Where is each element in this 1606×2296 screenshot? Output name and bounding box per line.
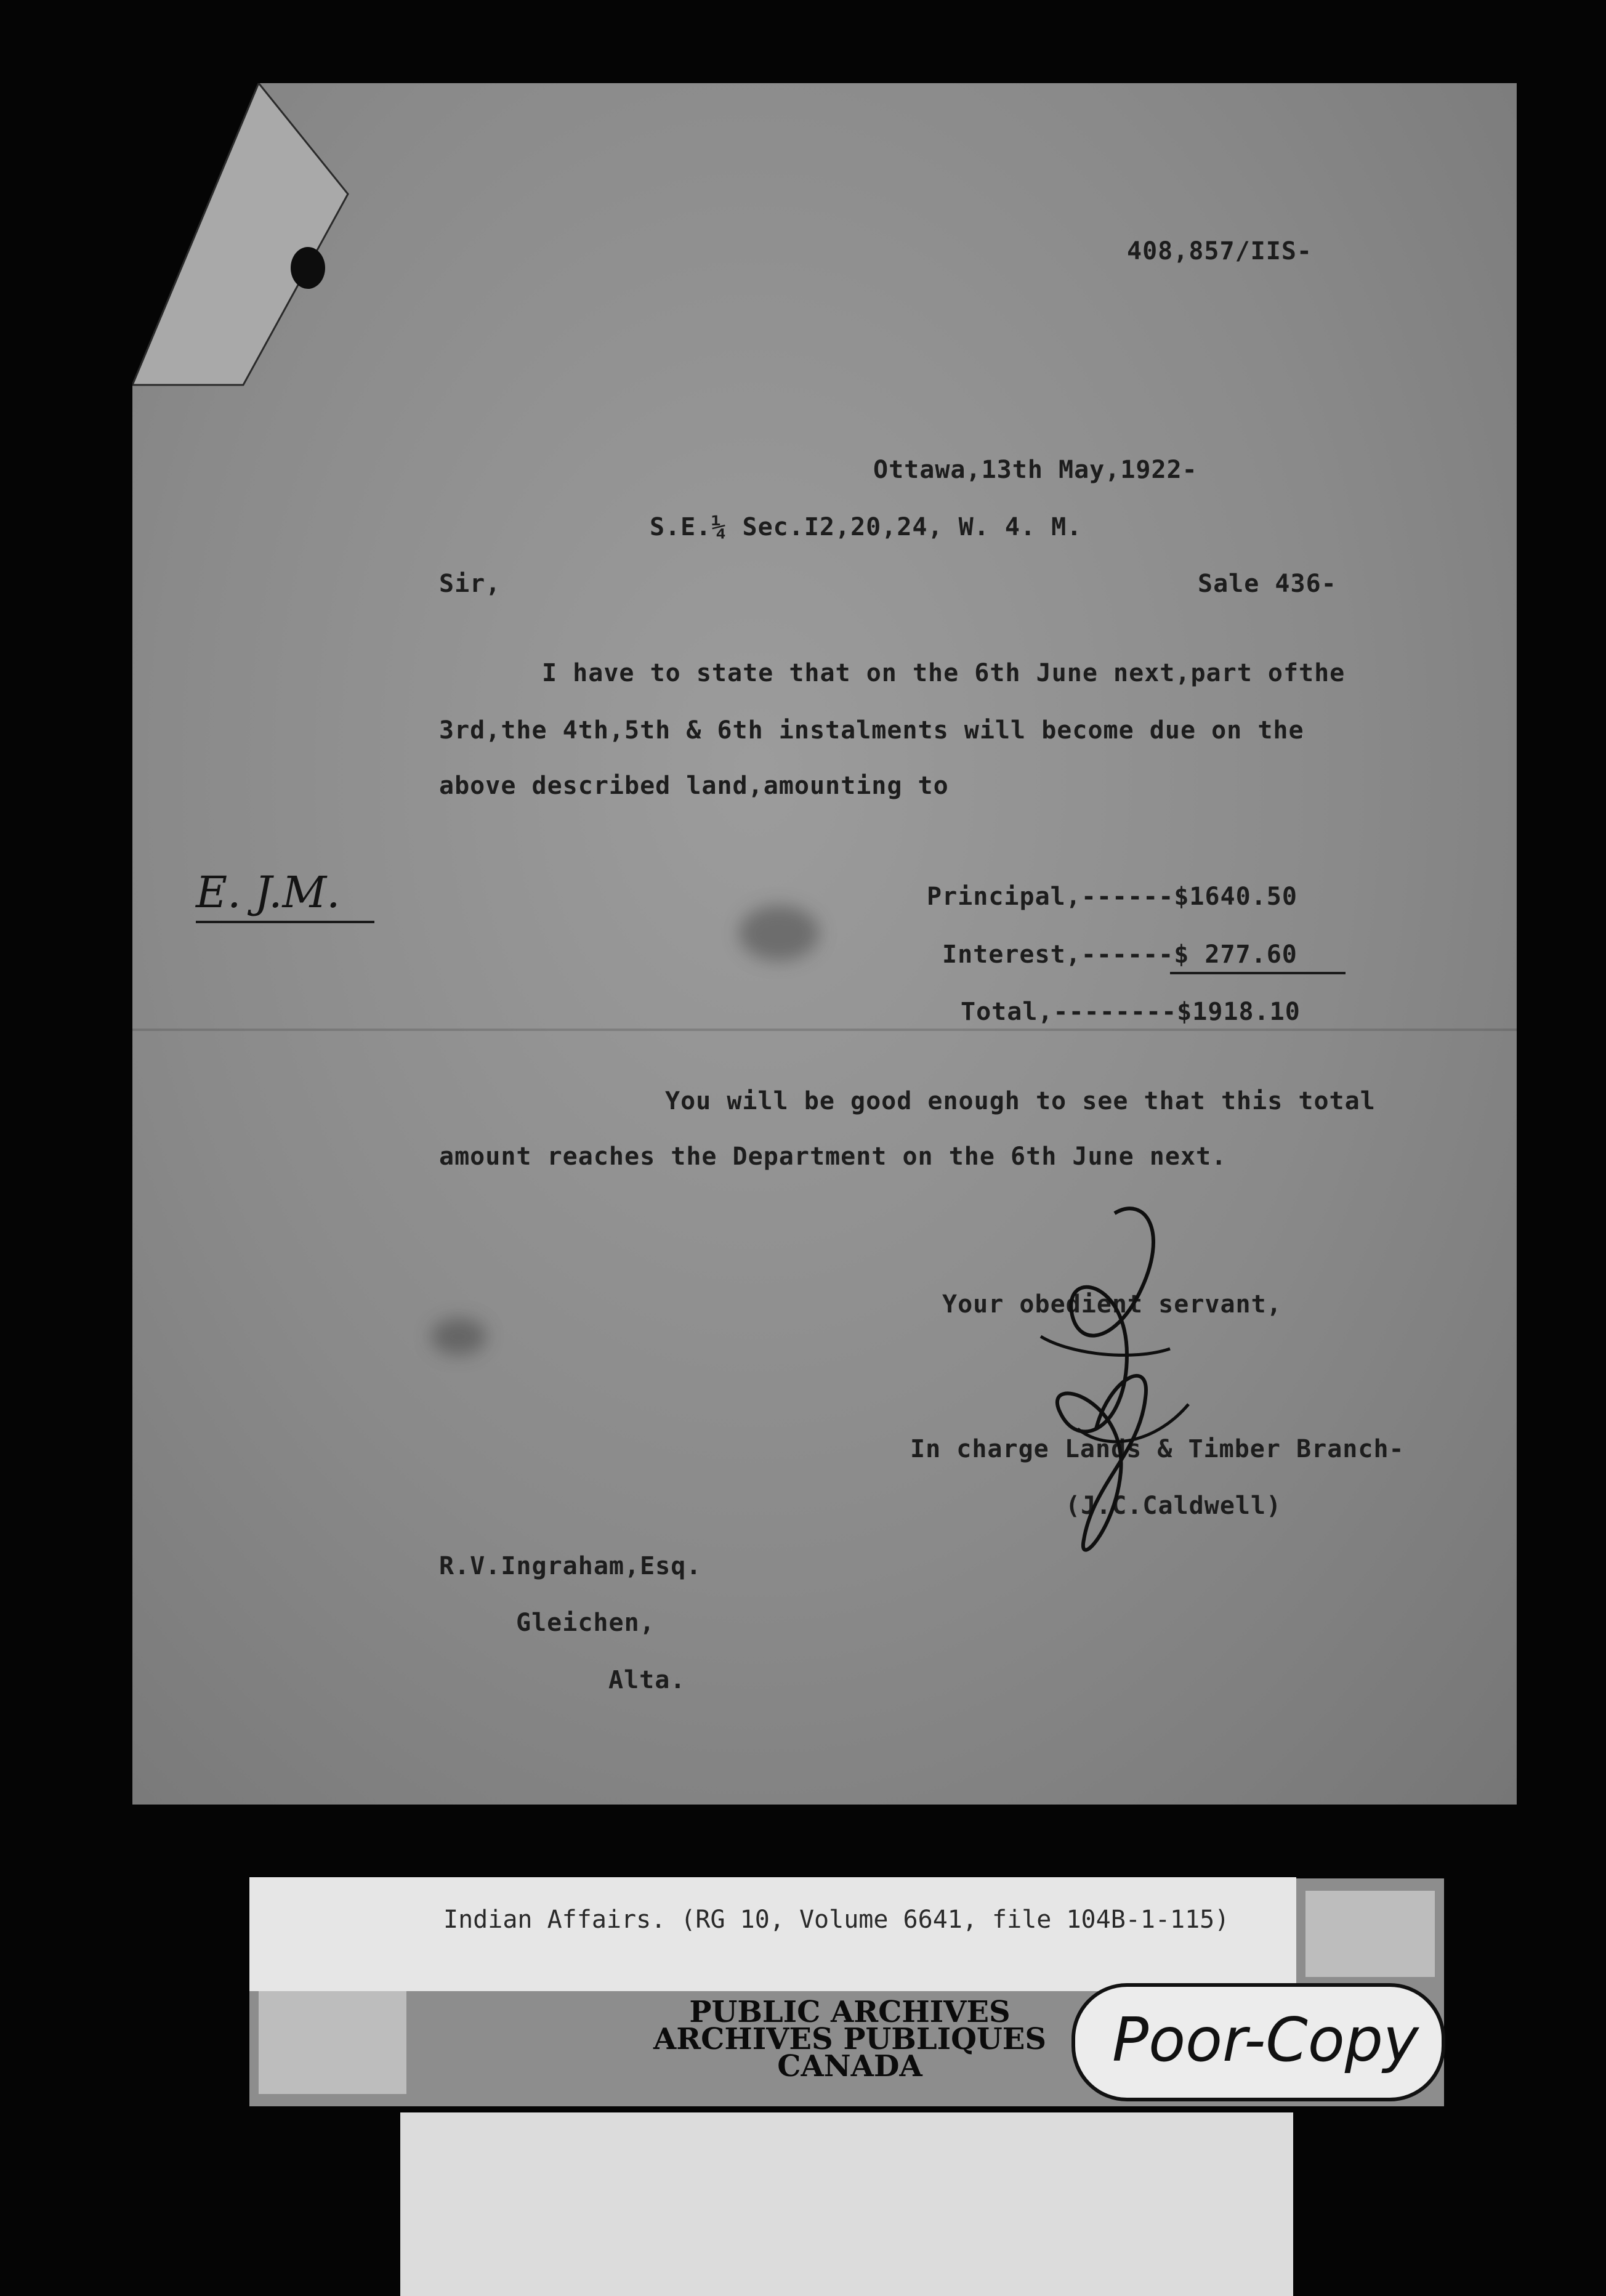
- initials-underline: [196, 921, 374, 923]
- handwritten-initials: E. J.M.: [196, 867, 341, 918]
- recipient-name: R.V.Ingraham,Esq.: [439, 1552, 702, 1580]
- poor-copy-note: Poor-Copy: [1112, 2005, 1419, 2076]
- request-line: You will be good enough to see that this total: [665, 1087, 1376, 1115]
- ink-smudge: [739, 905, 819, 961]
- poor-copy-sticker: [1071, 1983, 1445, 2101]
- archive-tab: [1305, 1891, 1435, 1977]
- principal-amount: Principal,------$1640.50: [927, 883, 1297, 911]
- ink-smudge: [431, 1318, 486, 1355]
- signature-title: In charge Lands & Timber Branch-: [910, 1435, 1405, 1463]
- folded-corner: [132, 83, 354, 391]
- archive-reference: Indian Affairs. (RG 10, Volume 6641, file 104B-1-115): [443, 1906, 1230, 1934]
- land-description: S.E.¼ Sec.I2,20,24, W. 4. M.: [650, 513, 1083, 541]
- salutation: Sir,: [439, 570, 501, 598]
- place-date: Ottawa,13th May,1922-: [873, 456, 1198, 484]
- stamp-line: PUBLIC ARCHIVES: [689, 1995, 1011, 2029]
- interest-amount: Interest,------$ 277.60: [942, 940, 1297, 969]
- recipient-province: Alta.: [608, 1666, 686, 1694]
- closing: Your obedient servant,: [942, 1290, 1282, 1319]
- bottom-card: [400, 2112, 1293, 2296]
- interest-underline: [1170, 972, 1346, 974]
- public-archives-stamp: [634, 1995, 1065, 2084]
- fold-crease: [132, 1029, 1517, 1031]
- stamp-line: ARCHIVES PUBLIQUES: [653, 2022, 1046, 2056]
- request-line: amount reaches the Department on the 6th June next.: [439, 1142, 1227, 1171]
- signatory-name: (J.C.Caldwell): [1065, 1492, 1282, 1520]
- archive-reference-strip: [249, 1877, 1296, 1991]
- sale-reference: Sale 436-: [1198, 570, 1337, 598]
- stamp-line: CANADA: [777, 2049, 922, 2084]
- body-line: I have to state that on the 6th June next,part ofthe: [542, 659, 1346, 687]
- file-number: 408,857/IIS-: [1127, 237, 1312, 265]
- handwritten-signature: [985, 1195, 1219, 1577]
- recipient-city: Gleichen,: [516, 1609, 655, 1637]
- body-line: above described land,amounting to: [439, 772, 949, 800]
- body-line: 3rd,the 4th,5th & 6th instalments will become due on the: [439, 716, 1304, 745]
- total-amount: Total,--------$1918.10: [961, 998, 1301, 1026]
